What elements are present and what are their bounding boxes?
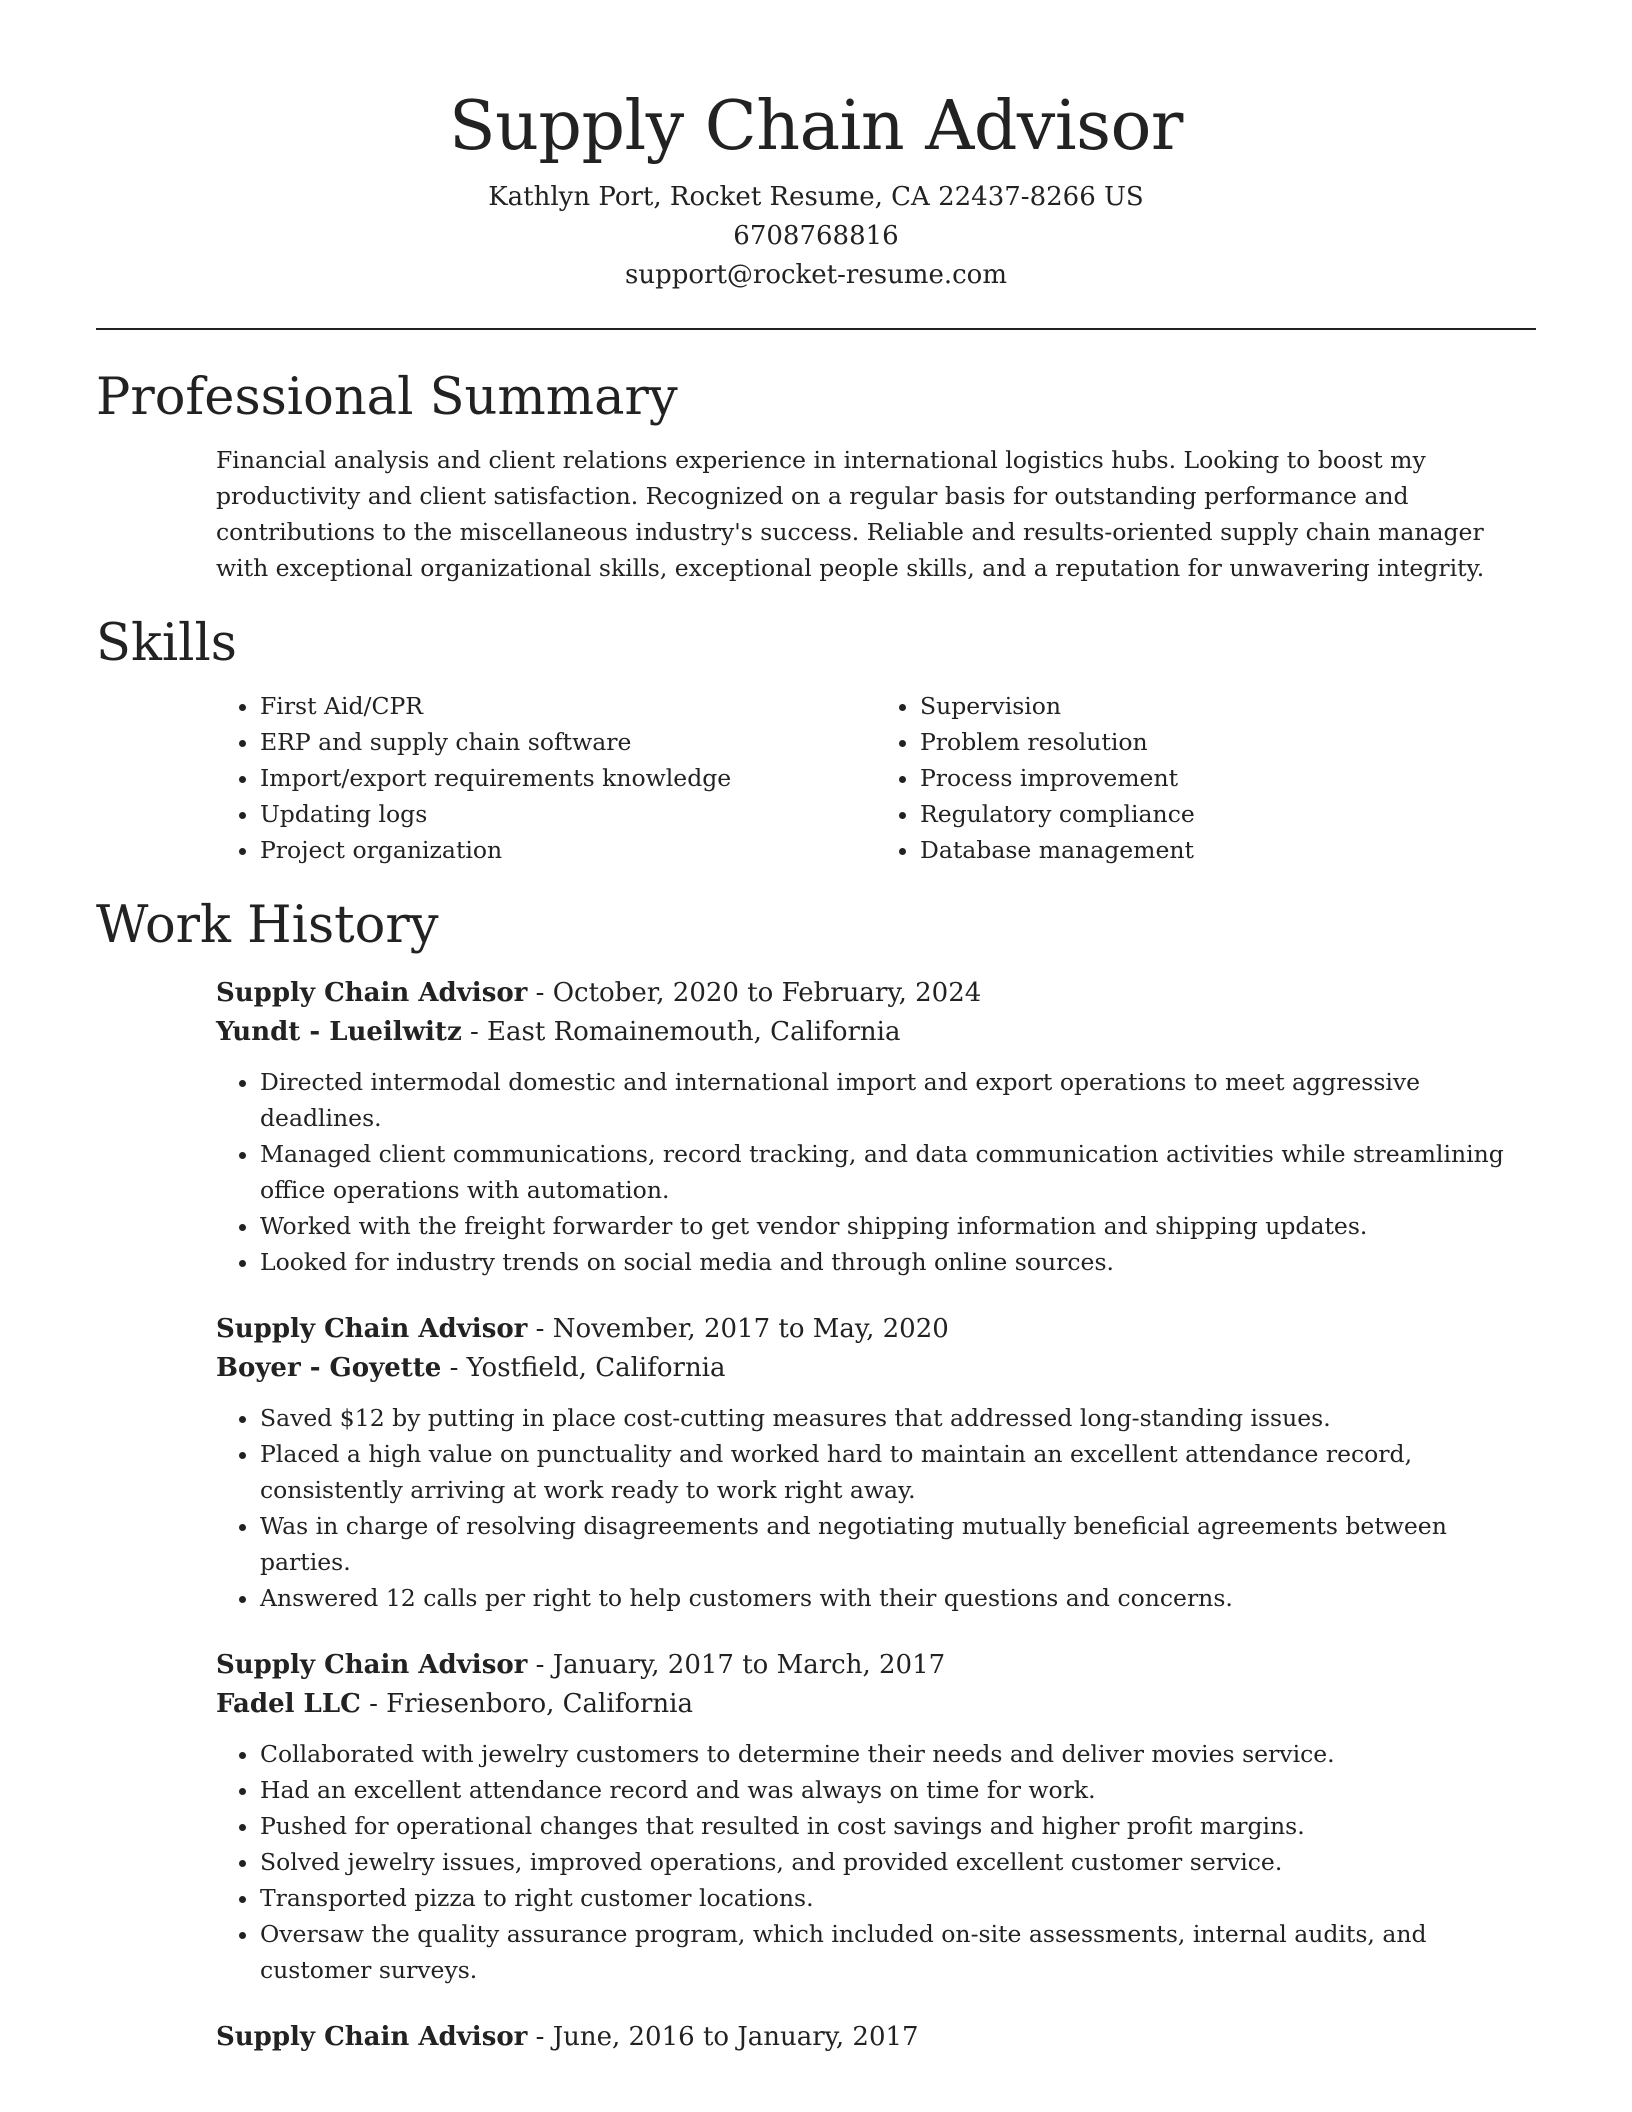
- job-dates: - October, 2020 to February, 2024: [535, 978, 982, 1008]
- skill-item: • Regulatory compliance: [920, 796, 1536, 832]
- job-title: Supply Chain Advisor: [216, 1650, 528, 1680]
- skill-item: • ERP and supply chain software: [260, 724, 876, 760]
- job-bullet: • Answered 12 calls per right to help customers with their questions and concerns.: [260, 1580, 1536, 1616]
- job-company: Fadel LLC: [216, 1689, 361, 1719]
- address: Kathlyn Port, Rocket Resume, CA 22437-8266 US: [488, 182, 1144, 212]
- job-title-line: [216, 1310, 1536, 1349]
- job-company-line: [216, 1013, 1536, 1052]
- contact-block: [0, 178, 1632, 295]
- summary-section: [0, 366, 1632, 586]
- job-location: - Friesenboro, California: [369, 1689, 693, 1719]
- job-dates: - January, 2017 to March, 2017: [535, 1650, 946, 1680]
- job-bullet: • Was in charge of resolving disagreements and negotiating mutually beneficial agreements between parties.: [260, 1508, 1536, 1580]
- phone: 6708768816: [733, 221, 899, 251]
- work-history-section: [0, 894, 1632, 2057]
- skill-item: • First Aid/CPR: [260, 688, 876, 724]
- skill-item: • Updating logs: [260, 796, 876, 832]
- job-location: - Yostfield, California: [449, 1353, 726, 1383]
- work-history-title: Work History: [96, 896, 439, 955]
- job-company-line: [216, 1685, 1536, 1724]
- job-bullet: • Had an excellent attendance record and was always on time for work.: [260, 1772, 1536, 1808]
- job-title: Supply Chain Advisor: [216, 978, 528, 1008]
- job-bullet: • Transported pizza to right customer locations.: [260, 1880, 1536, 1916]
- job-bullet: • Managed client communications, record tracking, and data communication activities while streamlining office operations with automation.: [260, 1136, 1536, 1208]
- job-bullets: [216, 1064, 1536, 1280]
- skills-left-list: [216, 688, 876, 868]
- candidate-name: Supply Chain Advisor: [449, 87, 1183, 166]
- skill-item: • Supervision: [920, 688, 1536, 724]
- job-entry: [216, 1646, 1536, 1988]
- job-bullet: • Looked for industry trends on social media and through online sources.: [260, 1244, 1536, 1280]
- job-bullet: • Worked with the freight forwarder to get vendor shipping information and shipping updates.: [260, 1208, 1536, 1244]
- skills-section: [0, 612, 1632, 868]
- email: support@rocket-resume.com: [624, 260, 1007, 290]
- job-bullet: • Placed a high value on punctuality and worked hard to maintain an excellent attendance record, consistently arriving at work ready to work right away.: [260, 1436, 1536, 1508]
- job-bullet: • Directed intermodal domestic and international import and export operations to meet aggressive deadlines.: [260, 1064, 1536, 1136]
- job-bullet: • Solved jewelry issues, improved operations, and provided excellent customer service.: [260, 1844, 1536, 1880]
- skill-item: • Project organization: [260, 832, 876, 868]
- resume-header: [0, 0, 1632, 295]
- job-bullet: • Pushed for operational changes that resulted in cost savings and higher profit margins.: [260, 1808, 1536, 1844]
- job-location: - East Romainemouth, California: [469, 1017, 901, 1047]
- job-company-line: [216, 1349, 1536, 1388]
- job-dates: - June, 2016 to January, 2017: [535, 2022, 919, 2052]
- skill-item: • Problem resolution: [920, 724, 1536, 760]
- job-title-line: [216, 2018, 1536, 2057]
- job-bullets: [216, 1736, 1536, 1988]
- skill-item: • Process improvement: [920, 760, 1536, 796]
- job-entry: [216, 974, 1536, 1280]
- job-title: Supply Chain Advisor: [216, 1314, 528, 1344]
- job-bullet: • Saved $12 by putting in place cost-cutting measures that addressed long-standing issues.: [260, 1400, 1536, 1436]
- job-bullet: • Oversaw the quality assurance program, which included on-site assessments, internal audits, and customer surveys.: [260, 1916, 1536, 1988]
- header-divider: [96, 328, 1536, 330]
- job-title-line: [216, 1646, 1536, 1685]
- job-entry: [216, 1310, 1536, 1616]
- job-company: Yundt - Lueilwitz: [216, 1017, 462, 1047]
- job-entry: [216, 2018, 1536, 2057]
- skills-columns: [216, 688, 1536, 868]
- skill-item: • Database management: [920, 832, 1536, 868]
- job-company: Boyer - Goyette: [216, 1353, 442, 1383]
- skill-item: • Import/export requirements knowledge: [260, 760, 876, 796]
- job-bullets: [216, 1400, 1536, 1616]
- summary-text: Financial analysis and client relations experience in international logistics hubs. Looking to boost my productivity and client satisfaction. Recognized on a regular basis for outstanding performance and contributions to the miscellaneous industry's success. Reliable and results-oriented supply chain manager with exceptional organizational skills, exceptional people skills, and a reputation for unwavering integrity.: [216, 446, 1485, 582]
- skills-title: Skills: [96, 614, 237, 673]
- job-title: Supply Chain Advisor: [216, 2022, 528, 2052]
- skills-right-list: [876, 688, 1536, 868]
- job-dates: - November, 2017 to May, 2020: [535, 1314, 949, 1344]
- job-title-line: [216, 974, 1536, 1013]
- job-bullet: • Collaborated with jewelry customers to determine their needs and deliver movies service.: [260, 1736, 1536, 1772]
- summary-title: Professional Summary: [96, 368, 678, 427]
